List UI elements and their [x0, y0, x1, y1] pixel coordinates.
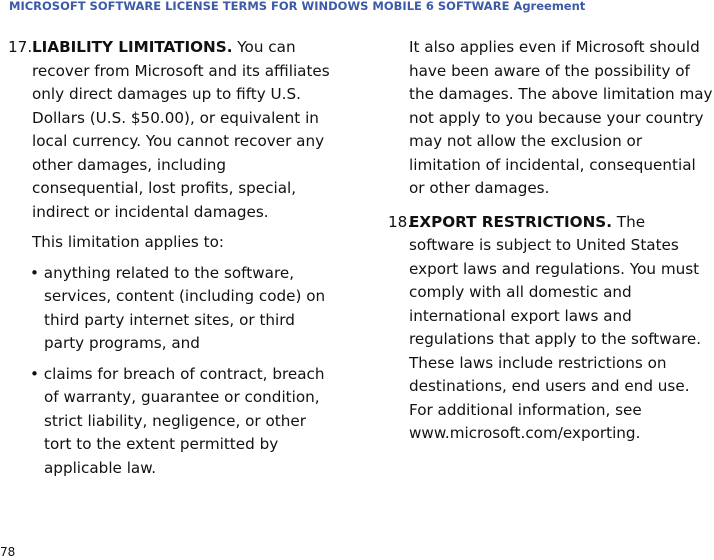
bullet-item-software: • anything related to the software, services, content (including code) on third party internet sites, or third party programs, and: [30, 263, 326, 352]
section-18: [388, 211, 714, 446]
section-17-text: You can recover from Microsoft and its affiliates only direct damages up to fifty U.S. Dollars (U.S. $50.00), or equivalent in local currency. You cannot recover any other damages, including consequential, lost profits, special, indirect or incidental damages.: [32, 38, 330, 221]
page-number: 78: [0, 545, 16, 559]
left-column: [8, 36, 338, 480]
section-18-heading: EXPORT RESTRICTIONS.: [409, 212, 612, 231]
applies-to-text: This limitation applies to:: [32, 233, 224, 251]
section-17-heading: LIABILITY LIMITATIONS.: [32, 38, 233, 56]
section-18-text: The software is subject to United States export laws and regulations. You must comply with all domestic and international export laws and regulations that apply to the software. These laws include restrictions on destinations, end users and end use. For additional information, see www.microsoft.com/exporting.: [409, 212, 702, 442]
section-18-number: 18.: [388, 212, 413, 231]
right-column: [388, 36, 714, 446]
section-17-number: 17.: [8, 38, 33, 56]
section-17-continuation: It also applies even if Microsoft should have been aware of the possibility of the damages. The above limitation may not apply to you because your country may not allow the exclusion or limitation of incidental, consequential or other damages.: [409, 38, 713, 197]
page-header: MICROSOFT SOFTWARE LICENSE TERMS FOR WINDOWS MOBILE 6 SOFTWARE Agreement: [9, 0, 586, 13]
bullet-item-claims: • claims for breach of contract, breach of warranty, guarantee or condition, strict liability, negligence, or other tort to the extent permitted by applicable law.: [30, 364, 325, 477]
section-17: [8, 36, 338, 224]
